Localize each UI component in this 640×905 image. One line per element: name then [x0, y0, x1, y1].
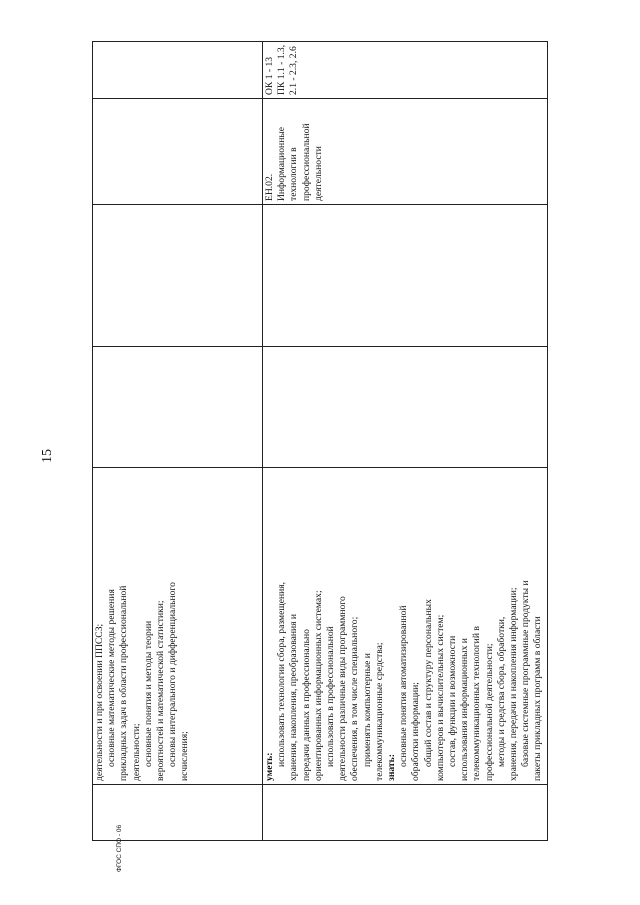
text-line: основы интегрального и дифференциального [167, 582, 179, 767]
cell-hours-max [263, 347, 548, 468]
cell-index [263, 785, 548, 841]
text-line: основные математические методы решения [106, 589, 118, 767]
discipline-title-line: профессиональной [300, 123, 312, 201]
page-number: 15 [40, 449, 55, 463]
text-line: пакеты прикладных программ в области [532, 616, 544, 781]
text-line: вероятностей и математической статистики; [155, 600, 167, 781]
cell-discipline [93, 99, 263, 205]
text-line: передачи данных в профессионально [300, 629, 312, 781]
cell-discipline [263, 99, 548, 205]
text-line: ориентированных информационных системах; [312, 590, 324, 781]
cell-requirements [263, 468, 548, 785]
standard-table [92, 41, 548, 841]
cell-competencies [263, 42, 548, 99]
text-line: применять компьютерные и [361, 653, 373, 767]
discipline-code: ЕН.02. [264, 173, 275, 201]
text-line: деятельности и при освоении ППССЗ; [94, 623, 105, 781]
discipline-title-line: деятельности [312, 146, 324, 201]
competency-line: ПК 1.1 - 1.3, [276, 44, 288, 95]
text-line: использования информационных и [459, 638, 471, 781]
text-line: телекоммуникационные средства; [373, 642, 385, 781]
competency-line: ОК 1 - 13 [264, 56, 275, 95]
text-line: деятельности; [130, 723, 142, 781]
text-line: обработки информации; [410, 682, 422, 781]
text-line: использовать технологии сбора, размещения, [276, 581, 288, 767]
text-line: основные понятия автоматизированной [398, 605, 410, 767]
cell-hours-compulsory [93, 205, 263, 347]
cell-requirements [93, 468, 263, 785]
text-line: хранения, передачи и накопления информации; [508, 587, 520, 781]
cell-hours-max [93, 347, 263, 468]
footer-code: ФГОС СПО - 06 [116, 824, 123, 872]
text-line: использовать в профессиональной [325, 626, 337, 767]
text-line: обеспечения, в том числе специального; [349, 616, 361, 781]
cell-competencies [93, 42, 263, 99]
competency-line: 2.1 - 2.3, 2.6 [288, 46, 300, 95]
table-row [93, 42, 263, 841]
text-line: телекоммуникационных технологий в [471, 626, 483, 781]
standard-table-rotated [92, 42, 548, 841]
text-line: состав, функции и возможности [447, 635, 459, 767]
table-row [263, 42, 548, 841]
text-line: хранения, накопления, преобразования и [288, 613, 300, 781]
text-line: уметь: [264, 752, 275, 781]
text-line: прикладных задач в области профессиональной [118, 585, 130, 781]
discipline-title-line: технологии в [288, 147, 300, 201]
text-line: деятельности различные виды программного [337, 596, 349, 781]
text-line: основные понятия и методы теории [142, 620, 154, 767]
text-line: компьютеров и вычислительных систем; [434, 614, 446, 781]
text-line: общий состав и структуру персональных [422, 599, 434, 767]
text-line: методы и средства сбора, обработки, [495, 616, 507, 767]
discipline-title-line: Информационные [276, 126, 288, 201]
text-line: знать: [386, 754, 398, 781]
text-line: профессиональной деятельности; [483, 643, 495, 781]
cell-hours-compulsory [263, 205, 548, 347]
text-line: базовые системные программные продукты и [520, 580, 532, 767]
text-line: исчисления; [179, 731, 191, 781]
